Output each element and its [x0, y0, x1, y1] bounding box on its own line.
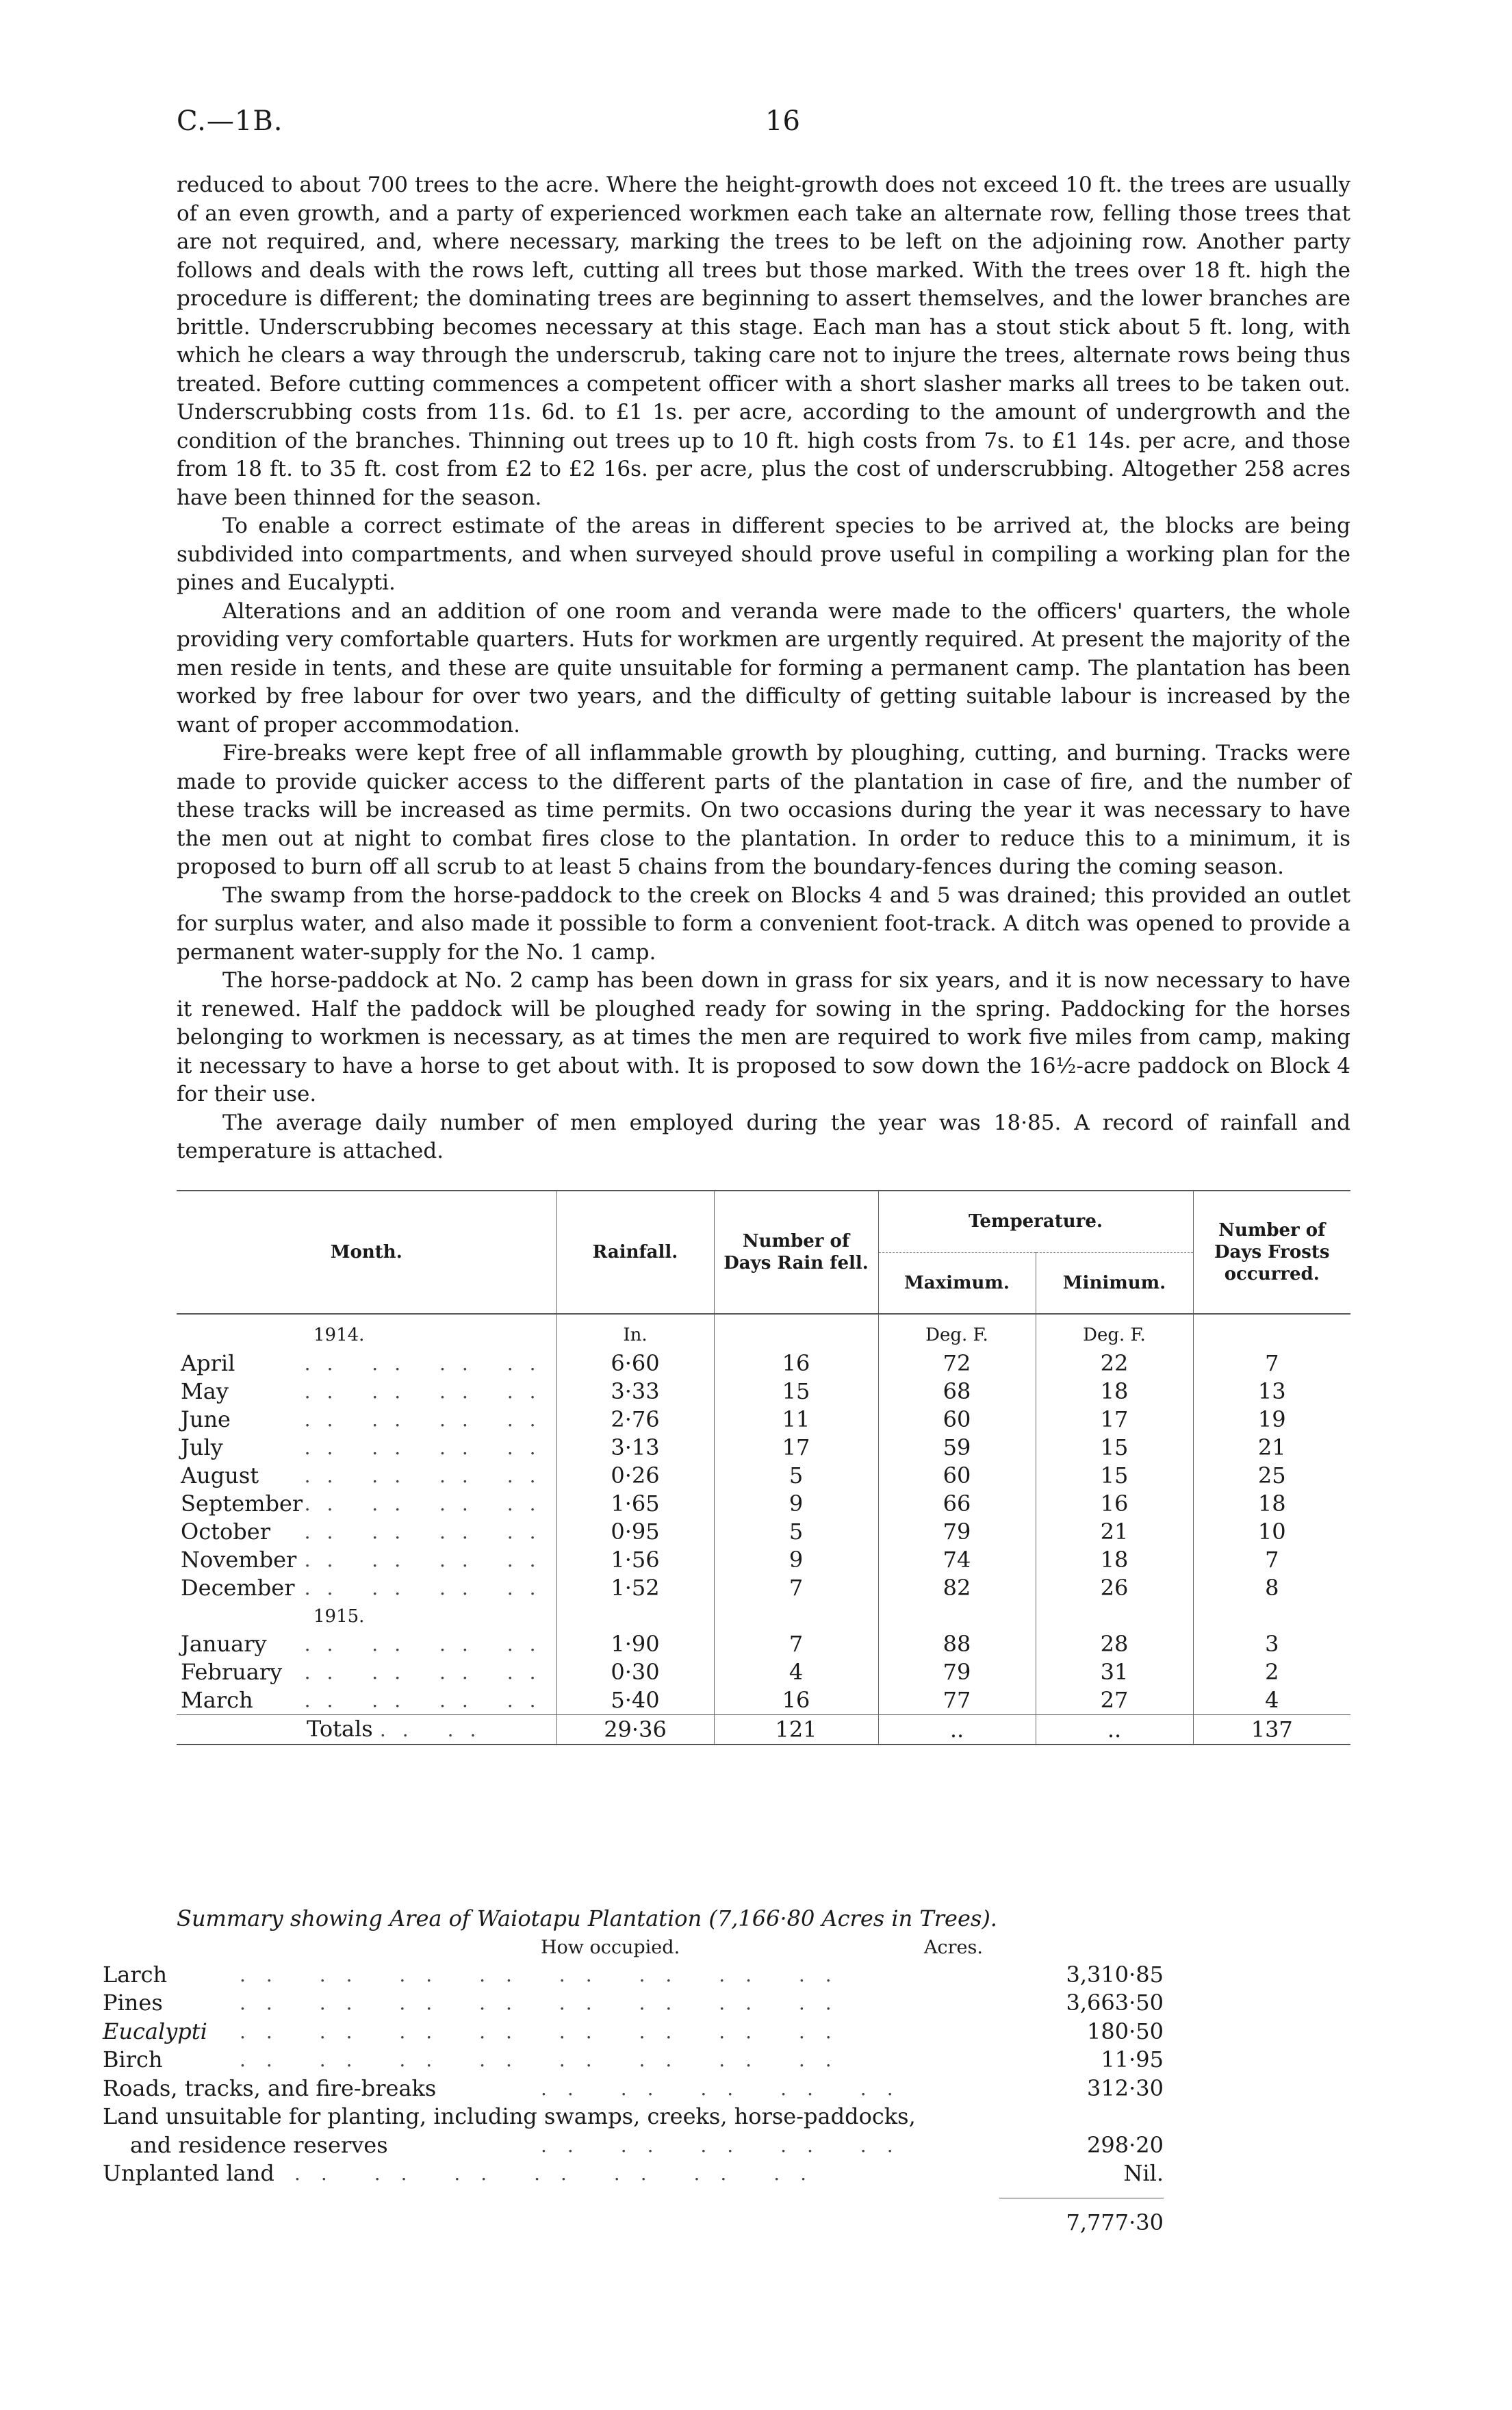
month-cell: December .. .. .. .. — [181, 1575, 552, 1601]
rainfall-cell: 3·33 — [556, 1378, 714, 1406]
frosts-cell: 8 — [1193, 1574, 1350, 1602]
table-row — [177, 1546, 1350, 1574]
table-row — [177, 1462, 1350, 1490]
days-cell: 9 — [714, 1490, 878, 1518]
table-row — [177, 1630, 1350, 1658]
table-row — [177, 1686, 1350, 1715]
page-number: 16 — [765, 105, 800, 137]
dot-leader: .. .. .. .. — [304, 1408, 552, 1431]
summary-label: and residence reserves — [130, 2131, 388, 2158]
dot-leader: .. .. .. .. — [304, 1689, 552, 1712]
summary-acres: 180·50 — [1087, 2018, 1164, 2044]
table-row — [177, 1378, 1350, 1406]
document-reference: C.—1B. — [177, 105, 283, 137]
frosts-cell: 7 — [1193, 1349, 1350, 1378]
dot-leader: .. .. .. .. .. — [541, 2133, 914, 2157]
frosts-cell: 21 — [1193, 1434, 1350, 1462]
rainfall-cell: 0·26 — [556, 1462, 714, 1490]
rainfall-cell: 6·60 — [556, 1349, 714, 1378]
year-row — [177, 1602, 1350, 1630]
summary-acres: 312·30 — [1087, 2075, 1164, 2101]
month-cell: September .. .. .. .. — [181, 1491, 552, 1517]
paragraph: Alterations and an addition of one room and veranda were made to the officers' quarters, the whole providing very comfortable quarters. Huts for workmen are urgently required. At present the majority of the men reside in tents, and these are quite unsuitable for forming a permanent camp. The plantation has been worked by free labour for over two years, and the difficulty of getting suitable labour is increased by the want of proper accommodation. — [177, 598, 1350, 737]
rainfall-cell: 1·52 — [556, 1574, 714, 1602]
summary-row — [103, 2159, 1174, 2188]
month-cell: April .. .. .. .. — [181, 1350, 552, 1376]
rainfall-cell: 1·56 — [556, 1546, 714, 1574]
table-row — [177, 1434, 1350, 1462]
dot-leader: .. .. .. .. — [304, 1493, 552, 1515]
rainfall-cell: 0·30 — [556, 1658, 714, 1686]
frosts-cell: 25 — [1193, 1462, 1350, 1490]
table-row — [177, 1574, 1350, 1602]
min-cell: 18 — [1036, 1378, 1193, 1406]
summary-label: Roads, tracks, and fire-breaks — [103, 2075, 437, 2101]
page — [177, 103, 1350, 1742]
days-cell: 7 — [714, 1574, 878, 1602]
summary-label: Land unsuitable for planting, including swamps, creeks, horse-paddocks, — [103, 2103, 916, 2129]
min-cell: 16 — [1036, 1490, 1193, 1518]
days-cell: 17 — [714, 1434, 878, 1462]
summary-title: Summary showing Area of Waiotapu Plantation (7,166·80 Acres in Trees). — [177, 1905, 997, 1931]
frosts-cell: 7 — [1193, 1546, 1350, 1574]
days-cell: 4 — [714, 1658, 878, 1686]
frosts-cell: 2 — [1193, 1658, 1350, 1686]
min-cell: 22 — [1036, 1349, 1193, 1378]
min-cell: 31 — [1036, 1658, 1193, 1686]
unit-rainfall: In. — [556, 1314, 714, 1349]
dot-leader: .. .. .. .. — [304, 1633, 552, 1656]
max-cell: 82 — [878, 1574, 1036, 1602]
totals-min: .. — [1036, 1715, 1193, 1745]
header-minimum: Minimum. — [1036, 1252, 1193, 1314]
days-cell: 5 — [714, 1462, 878, 1490]
summary-label: Larch — [103, 1961, 168, 1988]
days-cell: 5 — [714, 1518, 878, 1546]
summary-rows — [103, 1961, 1174, 2188]
summary-acres: 3,310·85 — [1066, 1961, 1164, 1988]
min-cell: 26 — [1036, 1574, 1193, 1602]
min-cell: 18 — [1036, 1546, 1193, 1574]
max-cell: 60 — [878, 1462, 1036, 1490]
dot-leader: .. .. .. .. .. .. .. .. — [240, 2020, 852, 2043]
body-text — [177, 171, 1350, 1166]
header-temperature: Temperature. — [878, 1191, 1193, 1252]
dot-leader: .. .. .. .. — [304, 1521, 552, 1543]
month-cell: May .. .. .. .. — [181, 1378, 552, 1404]
summary-acres: 3,663·50 — [1066, 1990, 1164, 2016]
days-cell: 16 — [714, 1686, 878, 1715]
header-frosts: Number of Days Frosts occurred. — [1193, 1191, 1350, 1314]
days-cell: 16 — [714, 1349, 878, 1378]
days-cell: 9 — [714, 1546, 878, 1574]
paragraph: The swamp from the horse-paddock to the creek on Blocks 4 and 5 was drained; this provided an outlet for surplus water, and also made it possible to form a convenient foot-track. A ditch was opened to provide a permanent water-supply for the No. 1 camp. — [177, 883, 1350, 965]
paragraph: To enable a correct estimate of the areas in different species to be arrived at, the blocks are being subdivided into compartments, and when surveyed should prove useful in compiling a working plan for the pines and Eucalypti. — [177, 513, 1350, 595]
dot-leader: .. .. .. .. .. — [541, 2077, 914, 2100]
month-cell: July .. .. .. .. — [181, 1434, 552, 1460]
dot-leader: .. .. .. .. .. .. .. .. — [240, 1992, 852, 2014]
dot-leader: .. .. .. .. .. .. .. .. — [240, 2048, 852, 2071]
how-occupied-header: How occupied. — [541, 1936, 680, 1958]
totals-label: Totals .. .. — [177, 1715, 556, 1745]
rainfall-cell: 1·65 — [556, 1490, 714, 1518]
dot-leader: .. .. .. .. — [304, 1436, 552, 1459]
totals-frosts: 137 — [1193, 1715, 1350, 1745]
min-cell: 17 — [1036, 1406, 1193, 1434]
month-cell: November .. .. .. .. — [181, 1547, 552, 1573]
totals-days: 121 — [714, 1715, 878, 1745]
days-cell: 7 — [714, 1630, 878, 1658]
max-cell: 72 — [878, 1349, 1036, 1378]
unit-max: Deg. F. — [878, 1314, 1036, 1349]
summary-row — [103, 2131, 1174, 2160]
header-maximum: Maximum. — [878, 1252, 1036, 1314]
frosts-cell: 3 — [1193, 1630, 1350, 1658]
summary-total: 7,777·30 — [1066, 2209, 1164, 2235]
dot-leader: .. .. .. .. .. .. .. .. — [240, 1963, 852, 1986]
summary-total-row — [103, 2209, 1174, 2237]
paragraph: The horse-paddock at No. 2 camp has been down in grass for six years, and it is now necessary to have it renewed. Half the paddock will be ploughed ready for sowing in the spring. Paddocking for the horses belonging to workmen is necessary, as at times the men are required to work five miles from camp, making it necessary to have a horse to get about with. It is proposed to sow down the 16½-acre paddock on Block 4 for their use. — [177, 968, 1350, 1106]
min-cell: 15 — [1036, 1462, 1193, 1490]
summary-label: Birch — [103, 2046, 163, 2072]
dot-leader: .. .. .. .. — [304, 1577, 552, 1599]
totals-row — [177, 1715, 1350, 1745]
max-cell: 59 — [878, 1434, 1036, 1462]
rainfall-cell: 1·90 — [556, 1630, 714, 1658]
max-cell: 77 — [878, 1686, 1036, 1715]
dot-leader: .. .. .. .. — [304, 1380, 552, 1403]
frosts-cell: 19 — [1193, 1406, 1350, 1434]
rainfall-cell: 2·76 — [556, 1406, 714, 1434]
max-cell: 60 — [878, 1406, 1036, 1434]
max-cell: 79 — [878, 1518, 1036, 1546]
page-header — [177, 103, 1350, 157]
summary-acres: 11·95 — [1101, 2046, 1164, 2072]
totals-max: .. — [878, 1715, 1036, 1745]
table-row — [177, 1658, 1350, 1686]
min-cell: 15 — [1036, 1434, 1193, 1462]
dot-leader: .. .. .. .. — [304, 1661, 552, 1684]
month-cell: January .. .. .. .. — [181, 1631, 552, 1657]
table-row — [177, 1406, 1350, 1434]
summary-acres: Nil. — [1123, 2160, 1164, 2186]
dot-leader: .. .. .. .. — [304, 1549, 552, 1571]
frosts-cell: 18 — [1193, 1490, 1350, 1518]
rainfall-temperature-table — [177, 1190, 1350, 1745]
summary-row — [103, 1961, 1174, 1990]
table-row — [177, 1349, 1350, 1378]
summary-acres: 298·20 — [1087, 2131, 1164, 2158]
max-cell: 66 — [878, 1490, 1036, 1518]
summary-label: Eucalypti — [103, 2018, 207, 2044]
min-cell: 27 — [1036, 1686, 1193, 1715]
frosts-cell: 13 — [1193, 1378, 1350, 1406]
frosts-cell: 4 — [1193, 1686, 1350, 1715]
unit-min: Deg. F. — [1036, 1314, 1193, 1349]
summary-row — [103, 2018, 1174, 2046]
rainfall-cell: 5·40 — [556, 1686, 714, 1715]
min-cell: 28 — [1036, 1630, 1193, 1658]
rainfall-cell: 3·13 — [556, 1434, 714, 1462]
summary-label: Unplanted land — [103, 2160, 274, 2186]
month-cell: March .. .. .. .. — [181, 1687, 552, 1713]
year-label: 1915. — [313, 1606, 365, 1627]
dot-leader: .. .. .. .. .. .. .. — [294, 2162, 828, 2185]
month-cell: June .. .. .. .. — [181, 1406, 552, 1432]
totals-rainfall: 29·36 — [556, 1715, 714, 1745]
max-cell: 88 — [878, 1630, 1036, 1658]
header-rainfall: Rainfall. — [556, 1191, 714, 1314]
dot-leader: .. .. .. .. — [304, 1352, 552, 1375]
days-cell: 15 — [714, 1378, 878, 1406]
dot-leader: .. .. .. .. — [304, 1464, 552, 1487]
summary-subheader — [103, 1933, 1174, 1961]
year-label: 1914. — [313, 1325, 365, 1345]
table-row — [177, 1518, 1350, 1546]
max-cell: 68 — [878, 1378, 1036, 1406]
paragraph: reduced to about 700 trees to the acre. Where the height-growth does not exceed 10 ft. the trees are usually of an even growth, and a party of experienced workmen each take an alternate row, felling those trees that are not required, and, where necessary, marking the trees to be left on the adjoining row. Another party follows and deals with the rows left, cutting all trees but those marked. With the trees over 18 ft. high the procedure is different; the dominating trees are beginning to assert themselves, and the lower branches are brittle. Underscrubbing becomes necessary at this stage. Each man has a stout stick about 5 ft. long, with which he clears a way through the underscrub, taking care not to injure the trees, alternate rows being thus treated. Before cutting commences a competent officer with a short slasher marks all trees to be taken out. Underscrubbing costs from 11s. 6d. to £1 1s. per acre, according to the amount of undergrowth and the condition of the branches. Thinning out trees up to 10 ft. high costs from 7s. to £1 14s. per acre, and those from 18 ft. to 35 ft. cost from £2 to £2 16s. per acre, plus the cost of underscrubbing. Altogether 258 acres have been thinned for the season. — [177, 173, 1350, 510]
max-cell: 79 — [878, 1658, 1036, 1686]
summary-row — [103, 2103, 1174, 2131]
header-days-rain: Number of Days Rain fell. — [714, 1191, 878, 1314]
days-cell: 11 — [714, 1406, 878, 1434]
summary-row — [103, 2075, 1174, 2103]
frosts-cell: 10 — [1193, 1518, 1350, 1546]
acres-header: Acres. — [924, 1936, 983, 1958]
max-cell: 74 — [878, 1546, 1036, 1574]
header-month: Month. — [177, 1191, 556, 1314]
month-cell: February .. .. .. .. — [181, 1659, 552, 1685]
month-cell: October .. .. .. .. — [181, 1519, 552, 1545]
rainfall-cell: 0·95 — [556, 1518, 714, 1546]
month-cell: August .. .. .. .. — [181, 1462, 552, 1488]
paragraph: Fire-breaks were kept free of all inflammable growth by ploughing, cutting, and burning. Tracks were made to provide quicker access to the different parts of the plantation in case of fire, and the number of these tracks will be increased as time permits. On two occasions during the year it was necessary to have the men out at night to combat fires close to the plantation. In order to reduce this to a minimum, it is proposed to burn off all scrub to at least 5 chains from the boundary-fences during the coming season. — [177, 741, 1350, 879]
paragraph: The average daily number of men employed during the year was 18·85. A record of rainfall and temperature is attached. — [177, 1110, 1350, 1163]
summary-label: Pines — [103, 1990, 163, 2016]
summary-section — [103, 1905, 1174, 2237]
table-row — [177, 1490, 1350, 1518]
summary-row — [103, 1989, 1174, 2018]
summary-row — [103, 2046, 1174, 2075]
min-cell: 21 — [1036, 1518, 1193, 1546]
